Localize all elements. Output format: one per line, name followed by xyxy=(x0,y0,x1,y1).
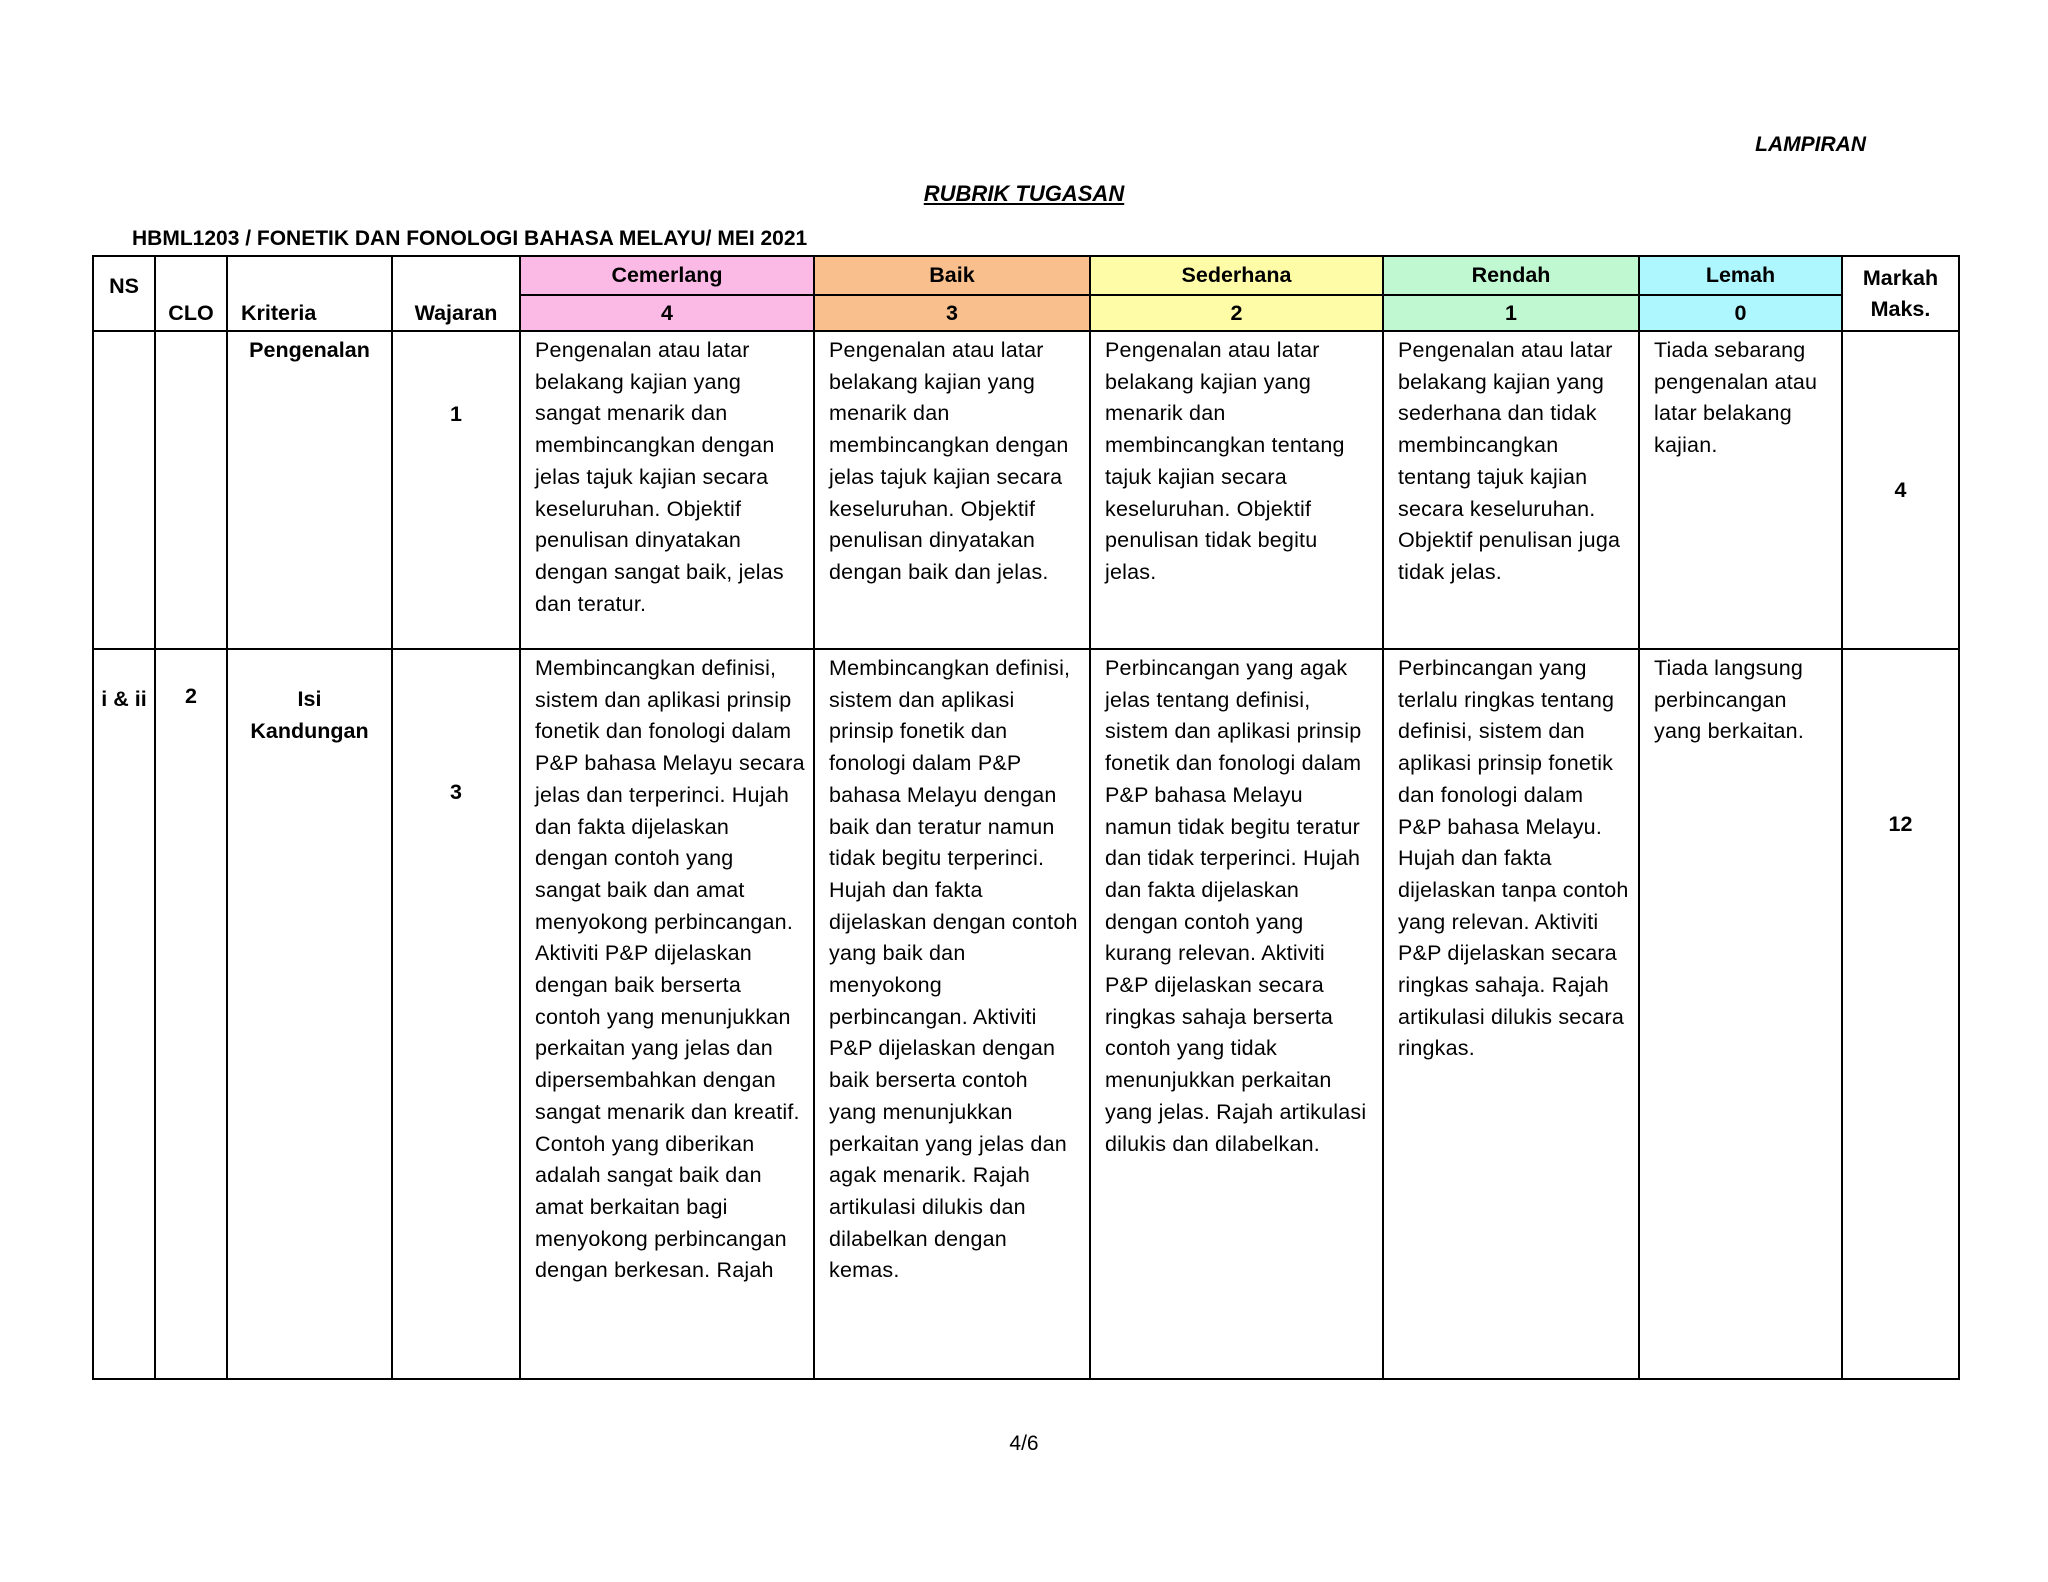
descriptor-sederhana: Pengenalan atau latar belakang kajian yang menarik dan membincangkan tentang tajuk kajian secara keseluruhan. Objektif penulisan tidak begitu jelas. xyxy=(1090,331,1383,649)
band-label-baik: Baik xyxy=(814,256,1090,295)
table-row-isi-kandungan xyxy=(93,649,1959,1379)
band-label-lemah: Lemah xyxy=(1639,256,1842,295)
descriptor-sederhana: Perbincangan yang agak jelas tentang definisi, sistem dan aplikasi prinsip fonetik dan fonologi dalam P&P bahasa Melayu namun tidak begitu teratur dan tidak terperinci. Hujah dan fakta dijelaskan dengan contoh yang kurang relevan. Aktiviti P&P dijelaskan secara ringkas sahaja berserta contoh yang tidak menunjukkan perkaitan yang jelas. Rajah artikulasi dilukis dan dilabelkan. xyxy=(1090,649,1383,1379)
descriptor-rendah: Pengenalan atau latar belakang kajian yang sederhana dan tidak membincangkan tentang tajuk kajian secara keseluruhan. Objektif penulisan juga tidak jelas. xyxy=(1383,331,1639,649)
header-wajaran: Wajaran xyxy=(392,256,520,331)
band-score-rendah: 1 xyxy=(1383,295,1639,331)
descriptor-baik: Pengenalan atau latar belakang kajian yang menarik dan membincangkan dengan jelas tajuk kajian secara keseluruhan. Objektif penulisan dinyatakan dengan baik dan jelas. xyxy=(814,331,1090,649)
band-score-lemah: 0 xyxy=(1639,295,1842,331)
band-label-cemerlang: Cemerlang xyxy=(520,256,814,295)
page-number: 4/6 xyxy=(1009,1432,1039,1455)
header-ns: NS xyxy=(93,256,155,331)
markah-cell: 4 xyxy=(1842,331,1959,649)
ns-cell: i & ii xyxy=(93,649,155,1379)
header-row-bands xyxy=(93,256,1959,295)
band-score-sederhana: 2 xyxy=(1090,295,1383,331)
descriptor-cemerlang: Pengenalan atau latar belakang kajian yang sangat menarik dan membincangkan dengan jelas tajuk kajian secara keseluruhan. Objektif penulisan dinyatakan dengan sangat baik, jelas dan teratur. xyxy=(520,331,814,649)
descriptor-lemah: Tiada sebarang pengenalan atau latar belakang kajian. xyxy=(1639,331,1842,649)
band-score-cemerlang: 4 xyxy=(520,295,814,331)
clo-cell: 2 xyxy=(155,649,227,1379)
appendix-label: LAMPIRAN xyxy=(1755,133,1866,156)
band-score-baik: 3 xyxy=(814,295,1090,331)
kriteria-cell: Pengenalan xyxy=(227,331,392,649)
descriptor-baik: Membincangkan definisi, sistem dan aplikasi prinsip fonetik dan fonologi dalam P&P bahasa Melayu dengan baik dan teratur namun tidak begitu terperinci. Hujah dan fakta dijelaskan dengan contoh yang baik dan menyokong perbincangan. Aktiviti P&P dijelaskan dengan baik berserta contoh yang menunjukkan perkaitan yang jelas dan agak menarik. Rajah artikulasi dilukis dan dilabelkan dengan kemas. xyxy=(814,649,1090,1379)
title-text: RUBRIK TUGASAN xyxy=(923,181,1125,206)
ns-cell xyxy=(93,331,155,649)
header-kriteria: Kriteria xyxy=(227,256,392,331)
descriptor-cemerlang: Membincangkan definisi, sistem dan aplikasi prinsip fonetik dan fonologi dalam P&P bahasa Melayu secara jelas dan terperinci. Hujah dan fakta dijelaskan dengan contoh yang sangat baik dan amat menyokong perbincangan. Aktiviti P&P dijelaskan dengan baik berserta contoh yang menunjukkan perkaitan yang jelas dan dipersembahkan dengan sangat menarik dan kreatif. Contoh yang diberikan adalah sangat baik dan amat berkaitan bagi menyokong perbincangan dengan berkesan. Rajah xyxy=(520,649,814,1379)
wajaran-cell: 3 xyxy=(392,649,520,1379)
markah-cell: 12 xyxy=(1842,649,1959,1379)
rubric-table xyxy=(92,255,1960,1380)
header-markah: Markah Maks. xyxy=(1842,256,1959,331)
descriptor-lemah: Tiada langsung perbincangan yang berkaitan. xyxy=(1639,649,1842,1379)
kriteria-cell: Isi Kandungan xyxy=(227,649,392,1379)
band-label-rendah: Rendah xyxy=(1383,256,1639,295)
band-label-sederhana: Sederhana xyxy=(1090,256,1383,295)
wajaran-cell: 1 xyxy=(392,331,520,649)
header-clo: CLO xyxy=(155,256,227,331)
clo-cell xyxy=(155,331,227,649)
descriptor-rendah: Perbincangan yang terlalu ringkas tentang definisi, sistem dan aplikasi prinsip fonetik dan fonologi dalam P&P bahasa Melayu. Hujah dan fakta dijelaskan tanpa contoh yang relevan. Aktiviti P&P dijelaskan secara ringkas sahaja. Rajah artikulasi dilukis secara ringkas. xyxy=(1383,649,1639,1379)
course-heading: HBML1203 / FONETIK DAN FONOLOGI BAHASA MELAYU/ MEI 2021 xyxy=(132,227,808,250)
document-title xyxy=(0,181,2048,207)
table-row-pengenalan xyxy=(93,331,1959,649)
